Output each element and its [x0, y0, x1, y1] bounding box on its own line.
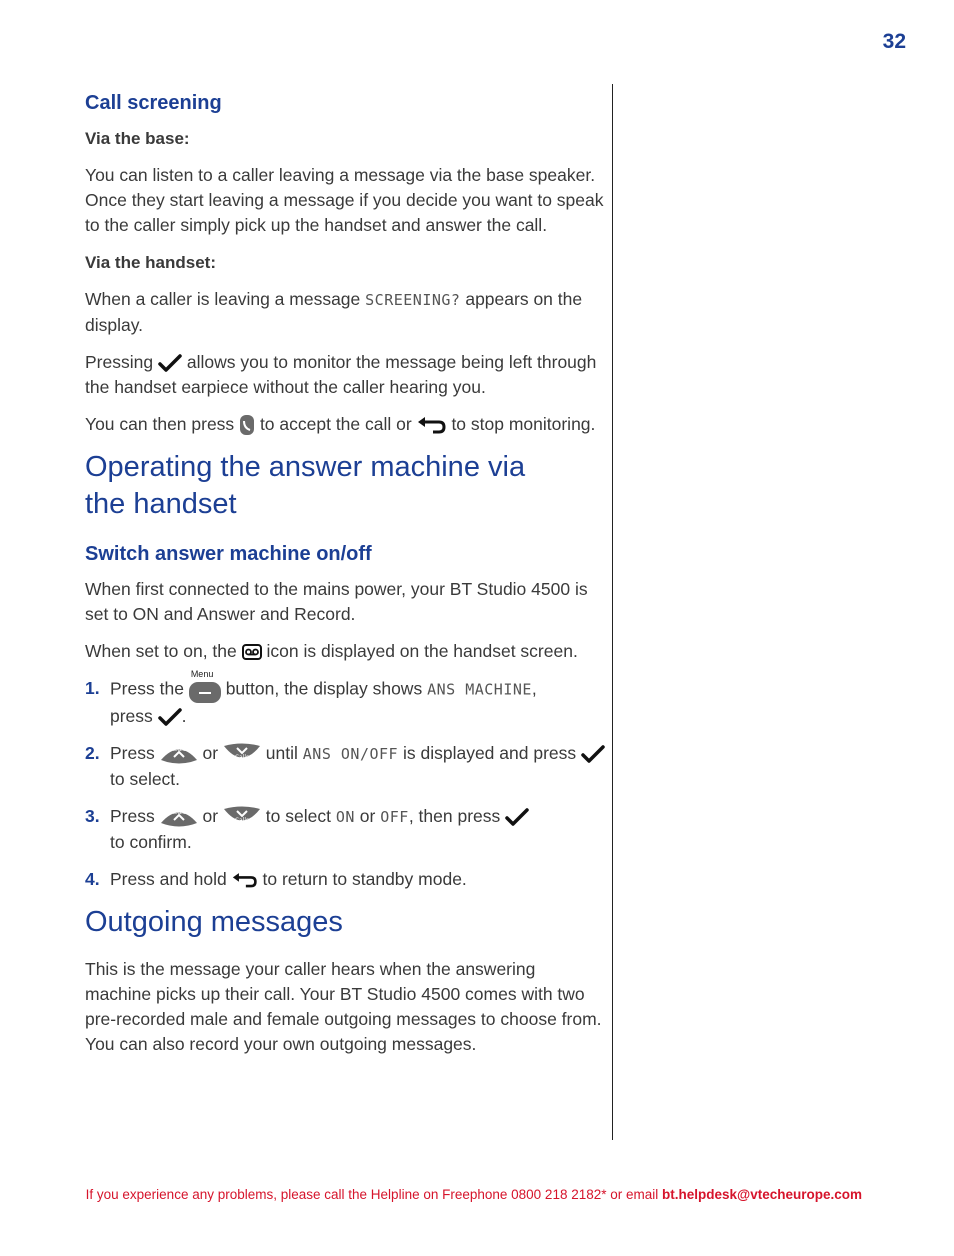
step-number: 4. [85, 869, 100, 889]
intro-paragraph: When first connected to the mains power, your BT Studio 4500 is set to ON and Answer and Record. [85, 579, 588, 624]
svg-text:Redial: Redial [169, 809, 188, 817]
text: to stop monitoring. [451, 414, 596, 434]
lcd-off: OFF [380, 808, 409, 826]
back-end-icon [417, 415, 447, 435]
list-item [85, 867, 605, 892]
text: press [110, 706, 153, 726]
page-number: 32 [882, 30, 906, 53]
heading-line: the handset [85, 488, 237, 520]
ok-check-icon [158, 353, 182, 373]
text: , then press [408, 806, 501, 826]
ok-check-icon [505, 807, 529, 827]
text: button, the display shows [225, 678, 423, 699]
screening-paragraph [85, 287, 605, 338]
text: When a caller is leaving a message [85, 289, 361, 309]
svg-text:Calls: Calls [234, 754, 250, 762]
list-item [85, 741, 605, 792]
redial-up-icon [160, 743, 198, 765]
lcd-on: ON [335, 808, 355, 826]
text: Press [110, 743, 155, 763]
list-item [85, 669, 605, 729]
text: Pressing [85, 352, 154, 372]
icon-paragraph [85, 639, 605, 664]
text: until [265, 743, 298, 763]
text: to return to standby mode. [262, 869, 467, 889]
ok-check-icon [158, 707, 182, 727]
text: to select [265, 806, 331, 826]
redial-up-icon [160, 806, 198, 828]
menu-button-icon [189, 669, 221, 704]
operating-heading [85, 449, 605, 523]
list-item [85, 804, 605, 855]
outgoing-heading: Outgoing messages [85, 906, 343, 938]
text: Press and hold [110, 869, 227, 889]
main-content [85, 88, 605, 1069]
text: . [181, 706, 187, 726]
text: to confirm. [110, 832, 192, 852]
column-divider [612, 84, 613, 1140]
via-base-text: You can listen to a caller leaving a message via the base speaker. Once they start leaving a message if you decide you want to speak to the caller simply pick up the handset and answer the call. [85, 165, 604, 235]
pressing-paragraph [85, 350, 605, 400]
text: Press the [110, 678, 184, 699]
lcd-ans-machine: ANS MACHINE [427, 680, 532, 699]
footer-email: bt.helpdesk@vtecheurope.com [662, 1187, 862, 1202]
call-screening-heading: Call screening [85, 92, 222, 114]
step-number: 2. [85, 743, 100, 763]
lcd-screening: SCREENING? [365, 291, 461, 309]
calls-down-icon [223, 743, 261, 765]
lcd-ans-on-off: ANS ON/OFF [302, 745, 399, 763]
text: icon is displayed on the handset screen. [266, 641, 578, 661]
text: Press [110, 806, 155, 826]
text: , [531, 678, 537, 699]
text: or [202, 743, 219, 763]
text: You can then press [85, 414, 235, 434]
footer-text: If you experience any problems, please call the Helpline on Freephone 0800 218 2182* or email [85, 1187, 659, 1202]
heading-line: Operating the answer machine via [85, 451, 526, 483]
text: is displayed and press [402, 743, 577, 763]
text: to select. [110, 769, 181, 789]
accept-paragraph [85, 412, 605, 437]
ok-check-icon [581, 744, 605, 764]
text: or [202, 806, 219, 826]
steps-list [85, 669, 605, 892]
svg-text:Calls: Calls [234, 817, 250, 825]
outgoing-text: This is the message your caller hears when the answering machine picks up their call. Your BT Studio 4500 comes with two pre-recorded male and female outgoing messages to choose from. You can also record your own outgoing messages. [85, 959, 602, 1054]
talk-button-icon [239, 414, 255, 436]
svg-text:Redial: Redial [169, 746, 188, 754]
via-handset-label: Via the handset: [85, 253, 216, 272]
calls-down-icon [223, 806, 261, 828]
text: or [359, 806, 376, 826]
via-base-label: Via the base: [85, 129, 190, 148]
menu-label: Menu [190, 669, 214, 679]
step-number: 3. [85, 806, 100, 826]
text: to accept the call or [259, 414, 412, 434]
back-end-icon [232, 871, 258, 889]
text: appears on the display. [85, 289, 583, 335]
text: allows you to monitor the message being left through the handset earpiece without the caller hearing you. [85, 352, 597, 397]
step-number: 1. [85, 678, 100, 698]
text: When set to on, the [85, 641, 237, 661]
answer-machine-icon [242, 644, 262, 660]
switch-on-off-heading: Switch answer machine on/off [85, 543, 372, 565]
